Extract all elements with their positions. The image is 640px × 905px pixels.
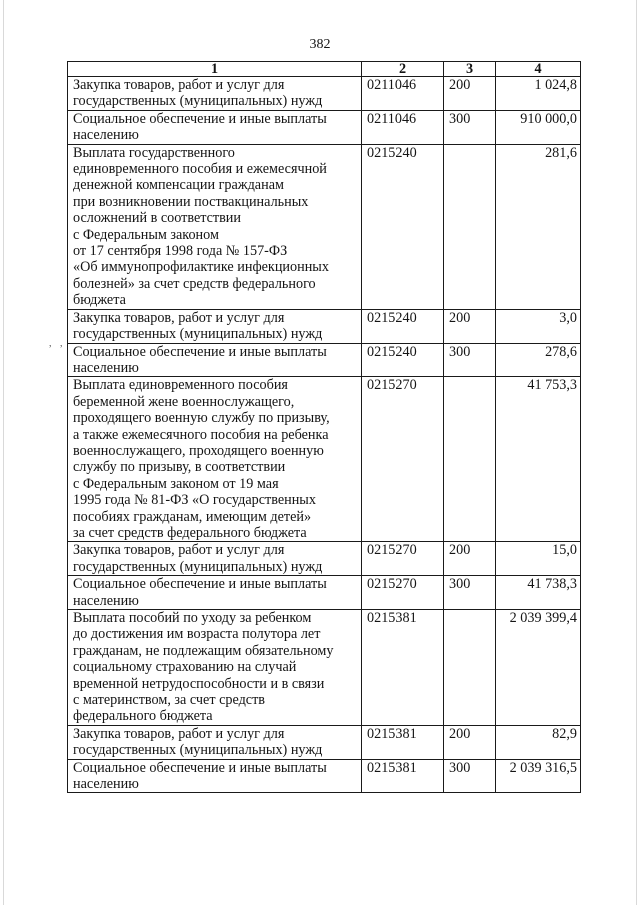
table-row [68,377,581,542]
table-row [68,542,581,576]
row-description: Социальное обеспечение и иные выплаты населению [68,343,362,377]
row-target-code: 0215381 [362,759,444,793]
table-row [68,725,581,759]
row-expense-type [444,144,496,309]
row-target-code: 0215381 [362,610,444,726]
row-target-code: 0215240 [362,309,444,343]
row-target-code: 0215240 [362,144,444,309]
row-amount: 278,6 [496,343,581,377]
row-description: Социальное обеспечение и иные выплаты населению [68,759,362,793]
row-description: Закупка товаров, работ и услуг для государственных (муниципальных) нужд [68,77,362,111]
row-expense-type: 300 [444,759,496,793]
page-number: 382 [309,37,331,52]
budget-table [67,61,581,793]
row-amount: 41 753,3 [496,377,581,542]
row-expense-type [444,377,496,542]
row-target-code: 0211046 [362,110,444,144]
row-description: Социальное обеспечение и иные выплаты населению [68,110,362,144]
row-expense-type: 300 [444,343,496,377]
row-description: Закупка товаров, работ и услуг для государственных (муниципальных) нужд [68,309,362,343]
row-expense-type: 200 [444,725,496,759]
column-header-3: 3 [444,62,496,77]
table-row [68,759,581,793]
row-amount: 1 024,8 [496,77,581,111]
row-expense-type [444,610,496,726]
row-description: Выплата единовременного пособия беременной жене военнослужащего, проходящего военную службу по призыву, а также ежемесячного пособия на ребенка военнослужащего, проходящего военную службу по призыву, в соответствии с Федеральным законом от 19 мая 1995 года № 81-ФЗ «О государственных пособиях гражданам, имеющим детей» за счет средств федерального бюджета [68,377,362,542]
row-expense-type: 200 [444,77,496,111]
row-amount: 3,0 [496,309,581,343]
table-row [68,110,581,144]
scan-edge-left [3,0,4,905]
row-amount: 41 738,3 [496,576,581,610]
row-expense-type: 300 [444,110,496,144]
row-amount: 281,6 [496,144,581,309]
row-expense-type: 300 [444,576,496,610]
table-row [68,309,581,343]
scan-edge-right [636,0,637,905]
row-description: Выплата пособий по уходу за ребенком до достижения им возраста полутора лет гражданам, не подлежащим обязательному социальному страхованию на случай временной нетрудоспособности и в связи с материнством, за счет средств федерального бюджета [68,610,362,726]
table-row [68,610,581,726]
row-expense-type: 200 [444,542,496,576]
row-description: Закупка товаров, работ и услуг для государственных (муниципальных) нужд [68,725,362,759]
column-header-2: 2 [362,62,444,77]
table-row [68,576,581,610]
row-target-code: 0215270 [362,377,444,542]
row-description: Закупка товаров, работ и услуг для государственных (муниципальных) нужд [68,542,362,576]
row-amount: 82,9 [496,725,581,759]
row-target-code: 0215270 [362,576,444,610]
row-amount: 15,0 [496,542,581,576]
row-description: Социальное обеспечение и иные выплаты населению [68,576,362,610]
row-target-code: 0215381 [362,725,444,759]
table-header-row [68,62,581,77]
row-description: Выплата государственного единовременного пособия и ежемесячной денежной компенсации гражданам при возникновении поствакцинальных осложнений в соответствии с Федеральным законом от 17 сентября 1998 года № 157-ФЗ «Об иммунопрофилактике инфекционных болезней» за счет средств федерального бюджета [68,144,362,309]
table-row [68,77,581,111]
row-amount: 2 039 316,5 [496,759,581,793]
table-row [68,343,581,377]
row-target-code: 0215270 [362,542,444,576]
table-row [68,144,581,309]
column-header-1: 1 [68,62,362,77]
scan-mark: , , [49,338,66,349]
row-amount: 2 039 399,4 [496,610,581,726]
row-target-code: 0211046 [362,77,444,111]
row-expense-type: 200 [444,309,496,343]
row-target-code: 0215240 [362,343,444,377]
column-header-4: 4 [496,62,581,77]
row-amount: 910 000,0 [496,110,581,144]
